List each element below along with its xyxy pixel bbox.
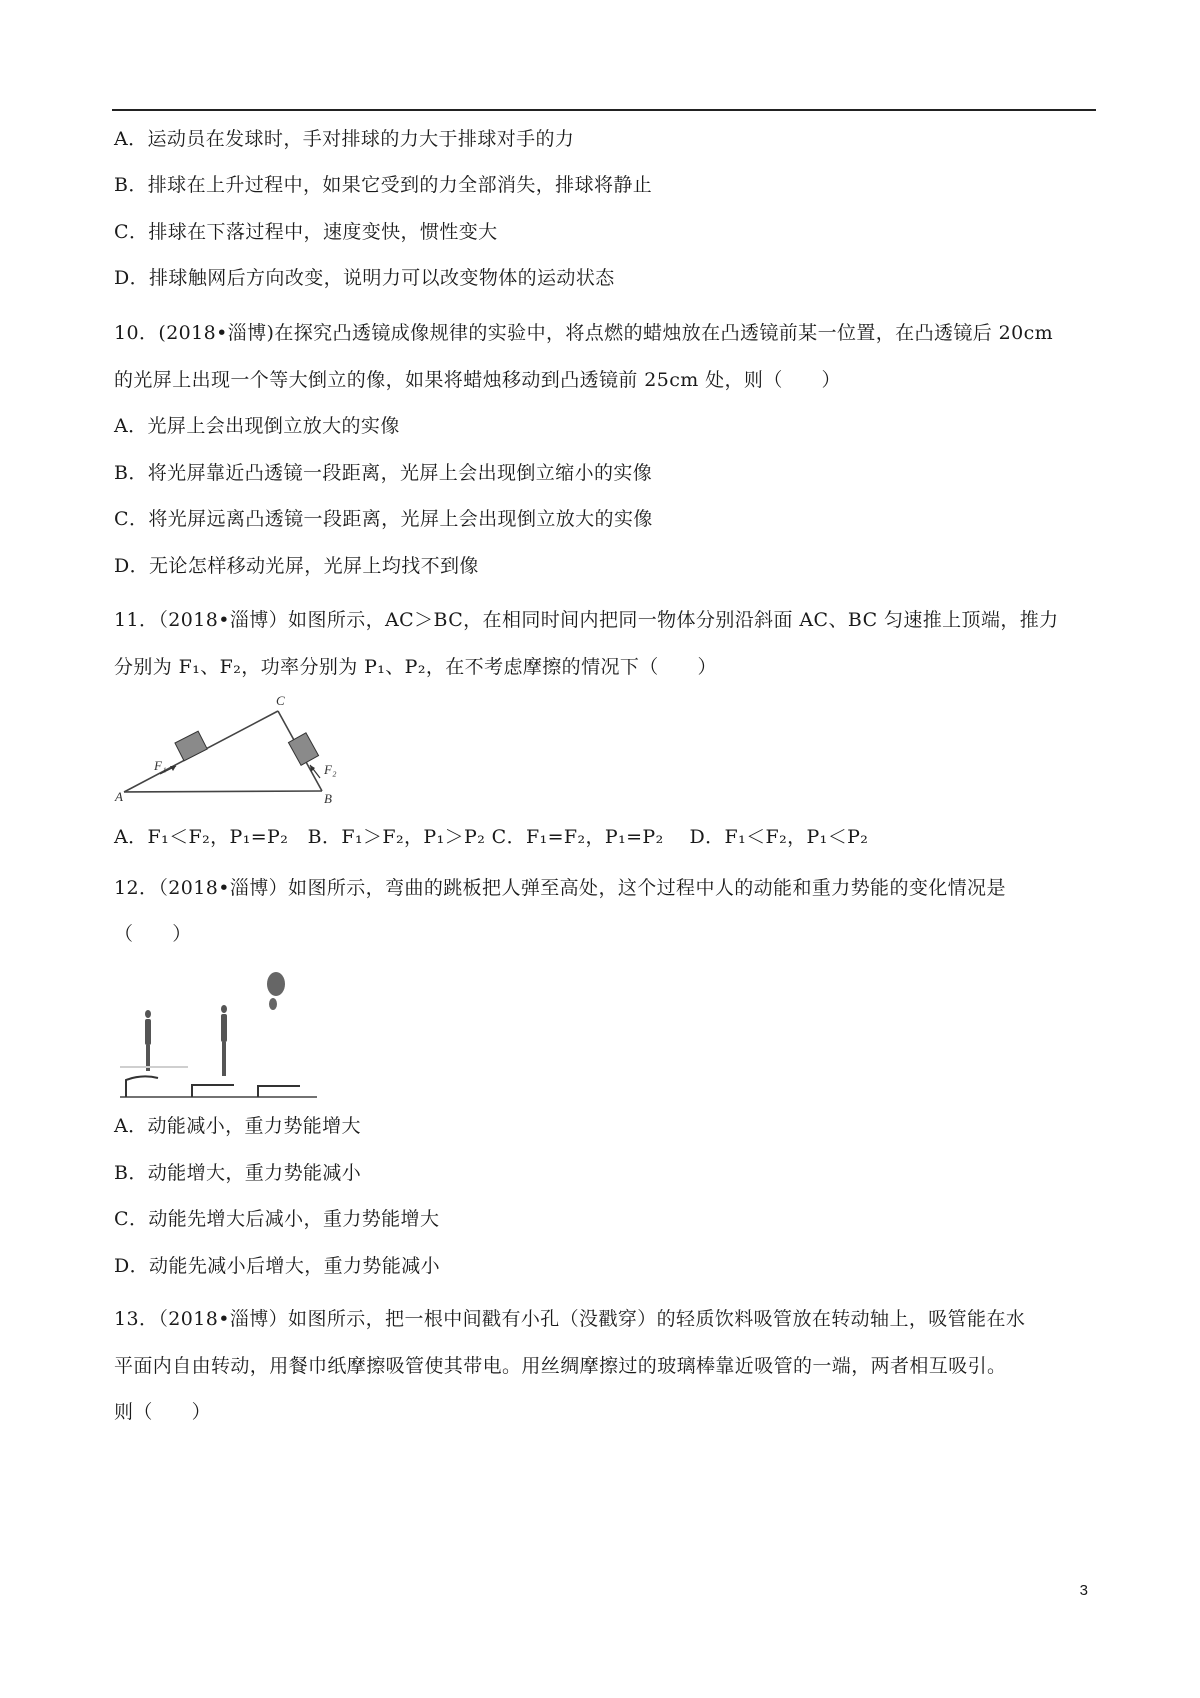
diver-1 bbox=[145, 1010, 151, 1071]
diver-2 bbox=[221, 1005, 227, 1076]
header-rule bbox=[112, 109, 1096, 111]
q10-option-b: B．将光屏靠近凸透镜一段距离，光屏上会出现倒立缩小的实像 bbox=[114, 462, 653, 484]
springboard-figure bbox=[112, 962, 322, 1102]
q9-option-b: B．排球在上升过程中，如果它受到的力全部消失，排球将静止 bbox=[114, 174, 653, 196]
q9-option-a: A．运动员在发球时，手对排球的力大于排球对手的力 bbox=[114, 128, 575, 150]
q13-stem-line1: 13．（2018•淄博）如图所示，把一根中间戳有小孔（没戳穿）的轻质饮料吸管放在转动轴上，吸管能在水 bbox=[114, 1308, 1026, 1330]
q13-stem-line2: 平面内自由转动，用餐巾纸摩擦吸管使其带电。用丝绸摩擦过的玻璃棒靠近吸管的一端，两者相互吸引。 bbox=[114, 1355, 1007, 1377]
q10-option-d: D．无论怎样移动光屏，光屏上均找不到像 bbox=[114, 555, 479, 577]
q10-stem-line1: 10．(2018•淄博)在探究凸透镜成像规律的实验中，将点燃的蜡烛放在凸透镜前某一位置，在凸透镜后 20cm bbox=[114, 322, 1054, 344]
label-f1: F₁ bbox=[154, 758, 167, 773]
q12-option-a: A．动能减小，重力势能增大 bbox=[114, 1115, 361, 1137]
q10-option-c: C．将光屏远离凸透镜一段距离，光屏上会出现倒立放大的实像 bbox=[114, 508, 653, 530]
q9-option-c: C．排球在下落过程中，速度变快，惯性变大 bbox=[114, 221, 498, 243]
page-number: 3 bbox=[1079, 1582, 1088, 1599]
q10-option-a: A．光屏上会出现倒立放大的实像 bbox=[114, 415, 400, 437]
q12-option-b: B．动能增大，重力势能减小 bbox=[114, 1162, 362, 1184]
board-middle bbox=[192, 1085, 234, 1097]
diver-3 bbox=[267, 972, 285, 1010]
q9-option-d: D．排球触网后方向改变，说明力可以改变物体的运动状态 bbox=[114, 267, 615, 289]
q12-option-c: C．动能先增大后减小，重力势能增大 bbox=[114, 1208, 440, 1230]
q10-stem-line2: 的光屏上出现一个等大倒立的像，如果将蜡烛移动到凸透镜前 25cm 处，则（ ） bbox=[114, 369, 841, 391]
q13-stem-line3: 则（ ） bbox=[114, 1401, 212, 1423]
board-right bbox=[258, 1086, 300, 1097]
label-b: B bbox=[324, 791, 332, 806]
incline-figure bbox=[110, 688, 350, 806]
q11-stem-line2: 分别为 F₁、F₂，功率分别为 P₁、P₂，在不考虑摩擦的情况下（ ） bbox=[114, 656, 717, 678]
label-f2: F₂ bbox=[324, 762, 337, 777]
label-a: A bbox=[115, 789, 123, 804]
block-on-ac bbox=[175, 731, 207, 761]
q12-stem-line1: 12．（2018•淄博）如图所示，弯曲的跳板把人弹至高处，这个过程中人的动能和重力势能的变化情况是 bbox=[114, 877, 1006, 899]
q12-option-d: D．动能先减小后增大，重力势能减小 bbox=[114, 1255, 441, 1277]
q11-options: A．F₁＜F₂，P₁=P₂ B．F₁＞F₂，P₁＞P₂ C．F₁=F₂，P₁=P₂ D．F₁＜F₂，P₁＜P₂ bbox=[114, 826, 869, 848]
q11-stem-line1: 11．（2018•淄博）如图所示，AC＞BC，在相同时间内把同一物体分别沿斜面 AC、BC 匀速推上顶端，推力 bbox=[114, 609, 1059, 631]
label-c: C bbox=[276, 693, 285, 708]
bent-board bbox=[126, 1076, 158, 1097]
q12-stem-line2: （ ） bbox=[114, 923, 192, 945]
